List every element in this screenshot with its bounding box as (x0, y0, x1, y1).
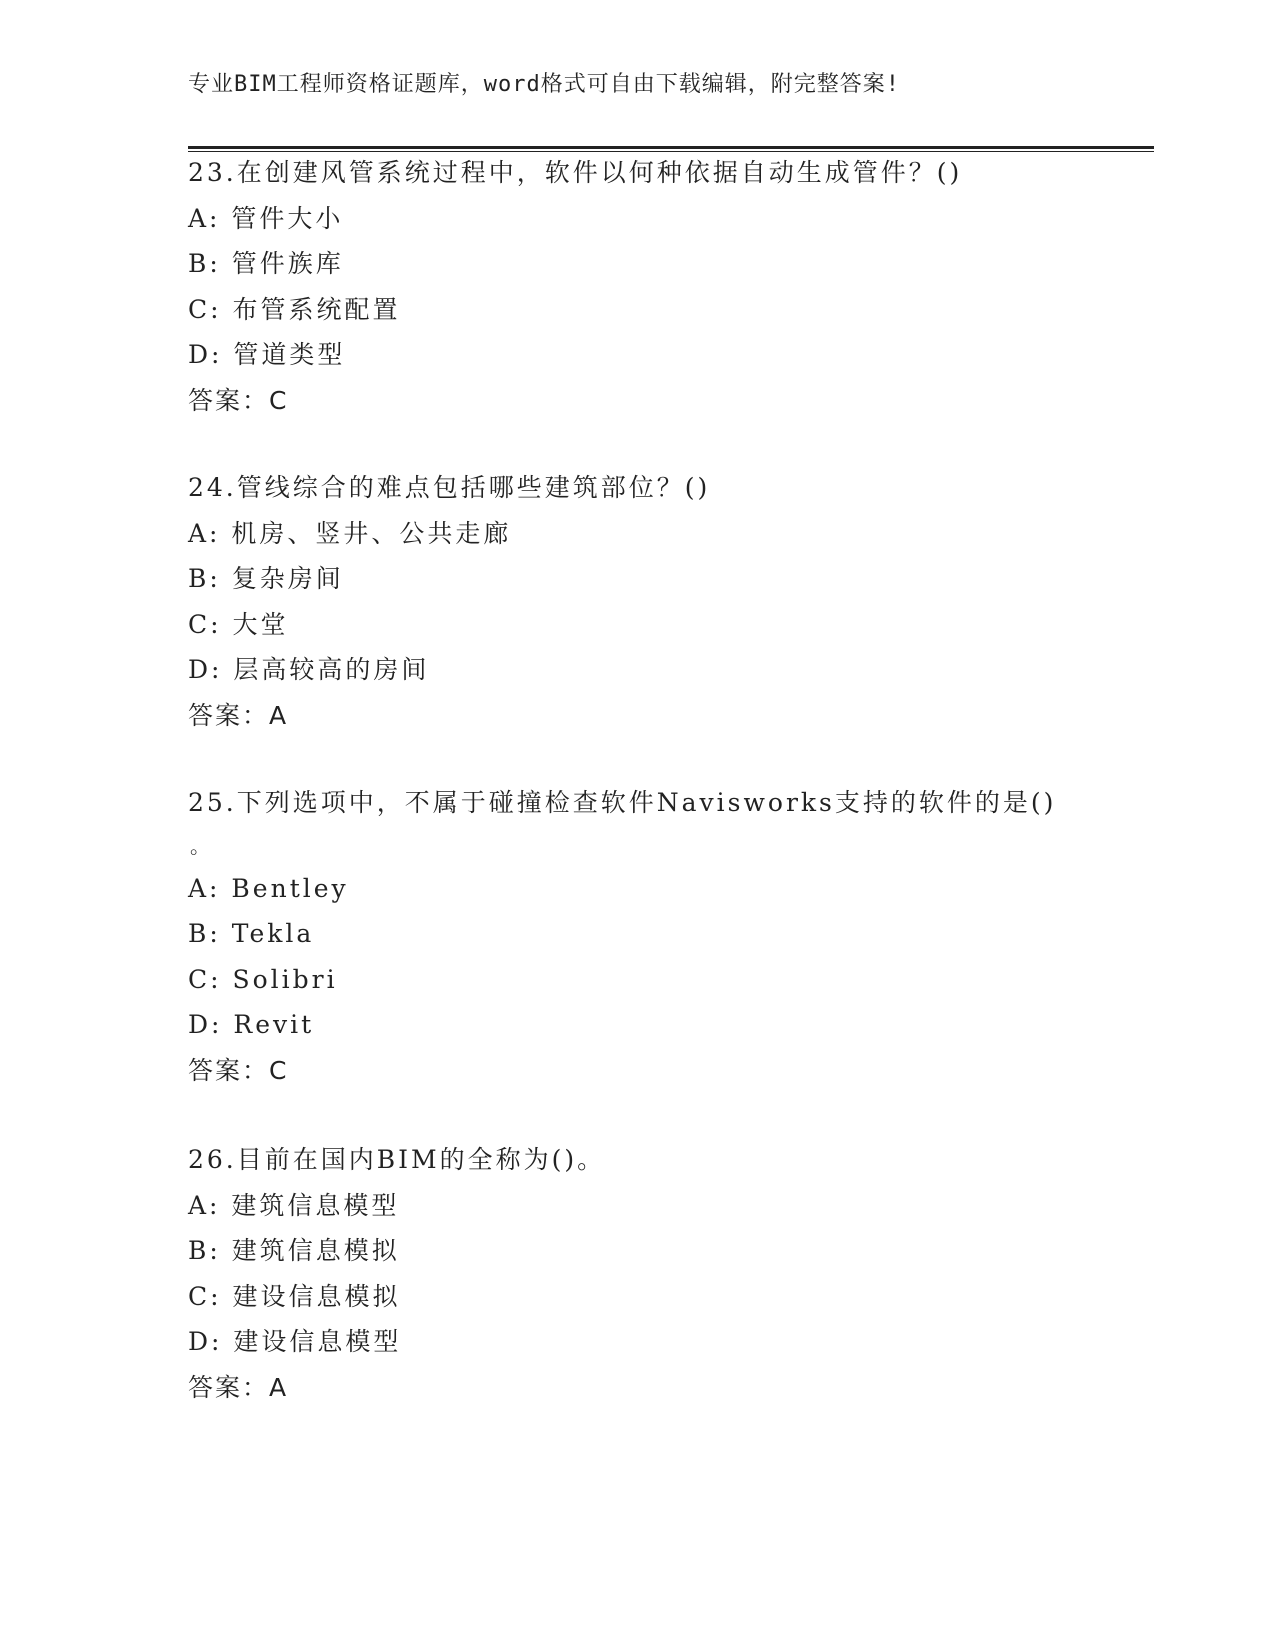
question-stem: 23.在创建风管系统过程中，软件以何种依据自动生成管件？() (188, 158, 963, 187)
answer: 答案：A (188, 700, 289, 730)
answer: 答案：A (188, 1372, 289, 1402)
option-c: C: 建设信息模拟 (188, 1281, 401, 1311)
option-c: C: 布管系统配置 (188, 294, 401, 324)
question-stem-continuation: 。 (190, 833, 210, 858)
option-d: D: 建设信息模型 (188, 1327, 402, 1356)
option-a: A: Bentley (188, 873, 349, 903)
question-23 (188, 150, 1138, 423)
option-b: B: Tekla (188, 919, 315, 948)
answer: 答案：C (188, 385, 289, 415)
option-b: B: 管件族库 (188, 249, 344, 278)
option-a: A: 机房、竖井、公共走廊 (188, 518, 512, 548)
header-rule-thick (188, 146, 1154, 149)
option-d: D: 管道类型 (188, 340, 346, 369)
option-c: C: 大堂 (188, 609, 289, 639)
option-d: D: 层高较高的房间 (188, 655, 430, 684)
question-stem: 24.管线综合的难点包括哪些建筑部位？() (188, 473, 711, 502)
option-b: B: 建筑信息模拟 (188, 1236, 400, 1265)
page-header: 专业BIM工程师资格证题库，word格式可自由下载编辑，附完整答案! (188, 72, 900, 97)
question-24 (188, 465, 1138, 738)
question-25 (188, 780, 1138, 1093)
option-c: C: Solibri (188, 964, 338, 994)
question-stem: 26.目前在国内BIM的全称为()。 (188, 1145, 606, 1174)
question-stem: 25.下列选项中，不属于碰撞检查软件Navisworks支持的软件的是() (188, 788, 1057, 817)
option-a: A: 管件大小 (188, 203, 344, 233)
option-b: B: 复杂房间 (188, 564, 344, 593)
question-26 (188, 1137, 1138, 1410)
option-d: D: Revit (188, 1010, 315, 1039)
answer: 答案：C (188, 1055, 289, 1085)
option-a: A: 建筑信息模型 (188, 1190, 400, 1220)
